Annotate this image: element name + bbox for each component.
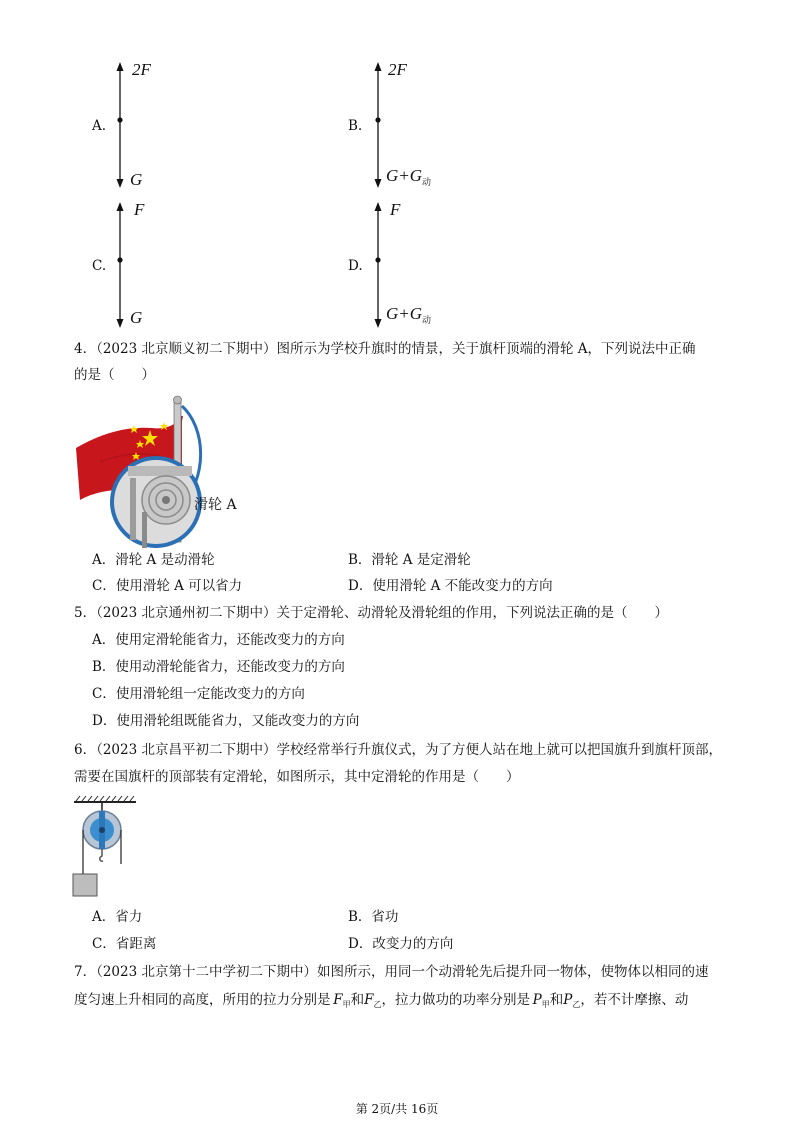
q4-option-c: C．使用滑轮 A 可以省力 [92, 578, 243, 594]
fixed-pulley-figure [70, 794, 150, 904]
force-up-label-b: 2F [388, 60, 407, 79]
option-label-d: D. [348, 258, 363, 274]
flag-pulley-figure [70, 392, 270, 552]
q6-option-c: C．省距离 [92, 936, 157, 952]
q6-option-d: D．改变力的方向 [348, 936, 454, 952]
force-up-label-d: F [390, 200, 401, 219]
q5-option-a: A．使用定滑轮能省力，还能改变力的方向 [92, 632, 345, 648]
option-label-c: C. [92, 258, 107, 274]
force-down-label-c: G [130, 308, 143, 327]
q6-stem-line2: 需要在国旗杆的顶部装有定滑轮，如图所示，其中定滑轮的作用是（ ） [74, 769, 520, 785]
q5-option-c: C．使用滑轮组一定能改变力的方向 [92, 686, 305, 702]
force-down-label-a: G [130, 170, 143, 189]
q6-stem-line1: 6．（2023 北京昌平初二下期中）学校经常举行升旗仪式，为了方便人站在地上就可以把国旗升到旗杆顶部， [74, 742, 722, 758]
q5-option-d: D．使用滑轮组既能省力，又能改变力的方向 [92, 713, 360, 729]
q6-option-a: A．省力 [92, 909, 143, 925]
q4-option-a: A．滑轮 A 是动滑轮 [92, 552, 215, 568]
option-label-a: A. [92, 118, 107, 134]
option-label-b: B. [348, 118, 363, 134]
q7-stem-line2: 度匀速上升相同的高度，所用的拉力分别是 $F_甲$和$F_乙$，拉力做功的功率分别是 $P_甲$和$P_乙$，若不计摩擦、动 [74, 992, 689, 1009]
force-down-label-d: $G+G_动$ [386, 304, 432, 325]
pulley-a-label: 滑轮 A [194, 497, 237, 513]
q4-option-b: B．滑轮 A 是定滑轮 [348, 552, 471, 568]
q6-option-b: B．省功 [348, 909, 399, 925]
q5-option-b: B．使用动滑轮能省力，还能改变力的方向 [92, 659, 345, 675]
q4-stem-line1: 4．（2023 北京顺义初二下期中）图所示为学校升旗时的情景，关于旗杆顶端的滑轮 A，下列说法中正确 [74, 341, 696, 357]
q5-stem: 5．（2023 北京通州初二下期中）关于定滑轮、动滑轮及滑轮组的作用，下列说法正确的是（ ） [74, 605, 668, 621]
page-footer: 第 2页/共 16页 [355, 1102, 439, 1116]
force-up-label-a: 2F [132, 60, 151, 79]
force-down-label-b: $G+G_动$ [386, 166, 432, 187]
force-up-label-c: F [134, 200, 145, 219]
q4-stem-line2: 的是（ ） [74, 367, 155, 383]
q4-option-d: D．使用滑轮 A 不能改变力的方向 [348, 578, 553, 594]
q7-stem-line1: 7．（2023 北京第十二中学初二下期中）如图所示，用同一个动滑轮先后提升同一物体，使物体以相同的速 [74, 964, 709, 980]
